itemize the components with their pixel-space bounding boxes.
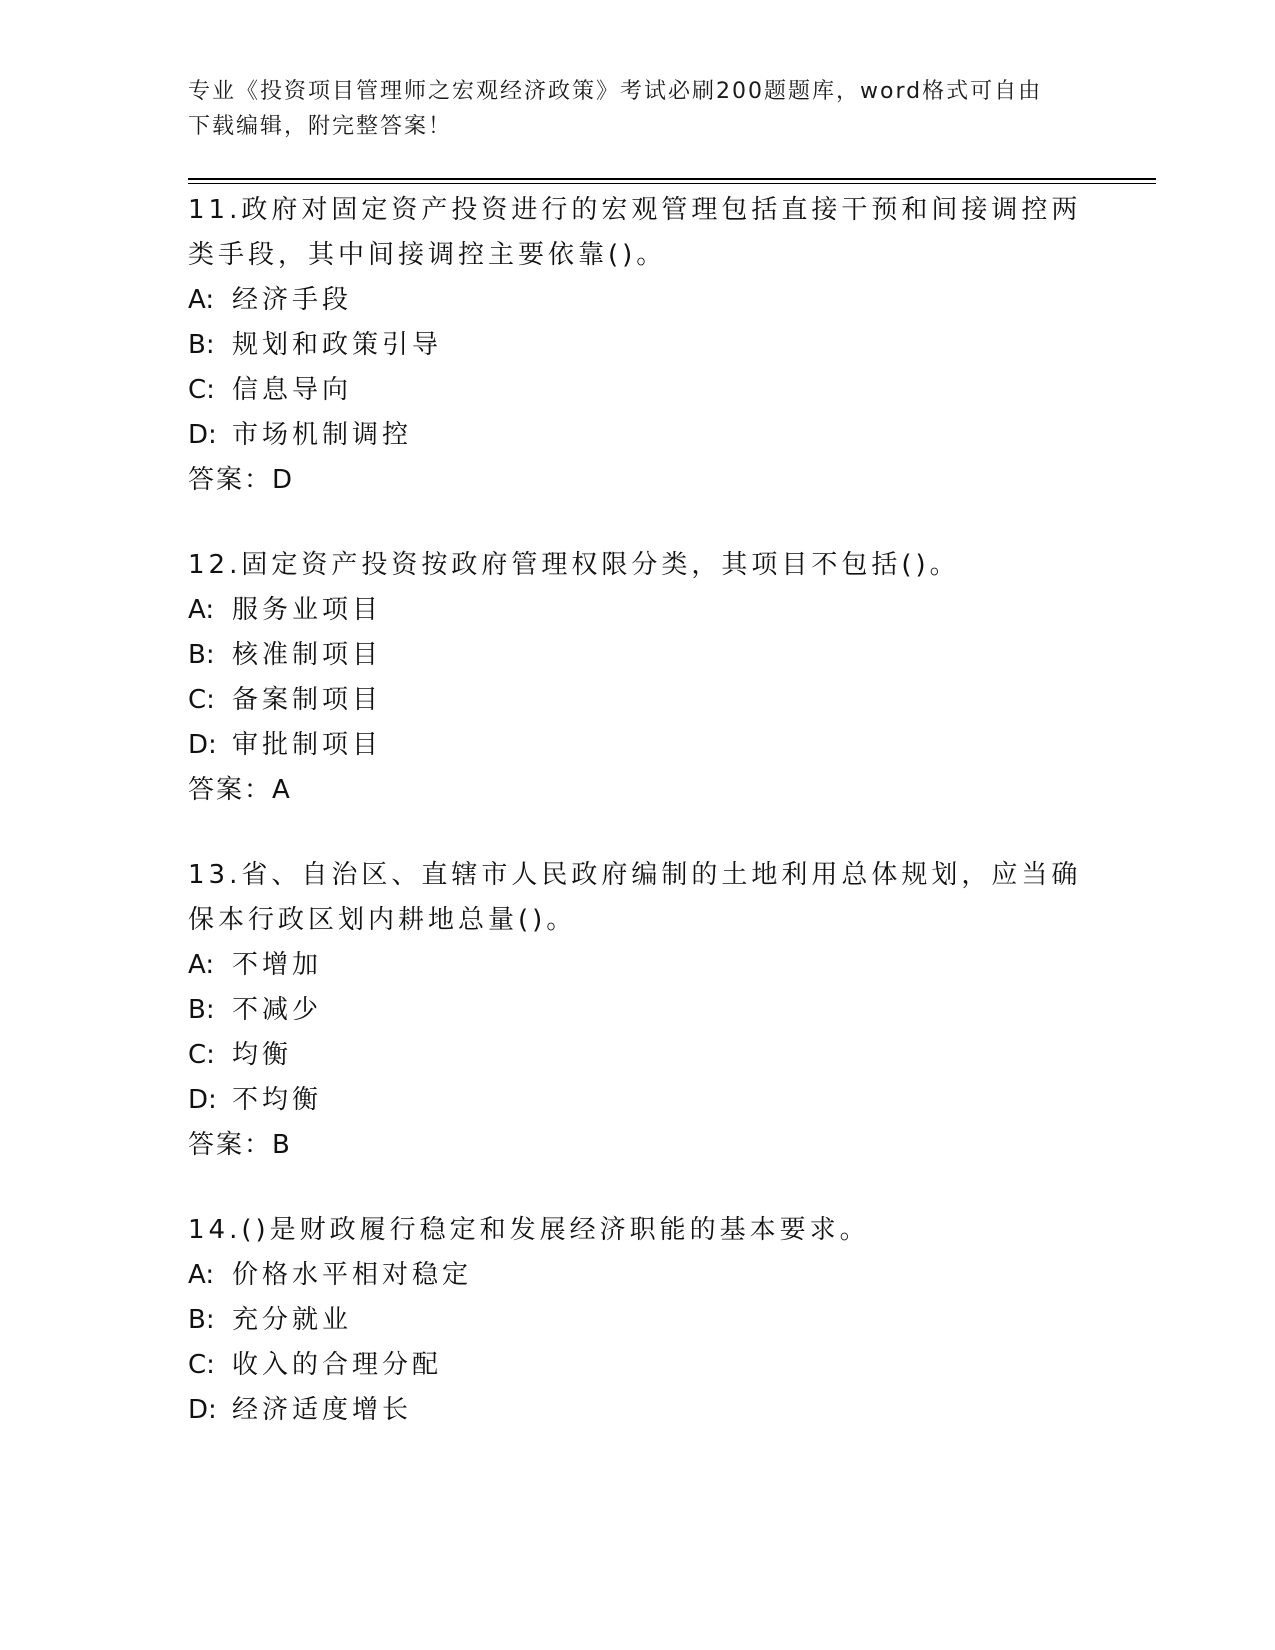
header-divider-thin [188, 183, 1156, 184]
option-text: 服务业项目 [232, 595, 383, 625]
option-letter: D: [188, 730, 217, 760]
question-stem: 13.省、自治区、直辖市人民政府编制的土地利用总体规划，应当确保本行政区划内耕地总量()。 [188, 860, 1082, 935]
option-letter: A: [188, 1260, 215, 1290]
option-letter: B: [188, 330, 215, 360]
option-text: 核准制项目 [232, 640, 383, 670]
question-12 [188, 543, 1088, 813]
option-b [188, 323, 1088, 368]
option-letter: B: [188, 1305, 215, 1335]
option-letter: A: [188, 285, 215, 315]
option-letter: C: [188, 685, 215, 715]
option-d [188, 1078, 1088, 1123]
option-text: 不增加 [232, 950, 323, 980]
question-list [188, 188, 1088, 1473]
option-letter: A: [188, 595, 215, 625]
option-letter: C: [188, 1350, 215, 1380]
option-text: 经济适度增长 [232, 1395, 413, 1425]
answer-line: 答案：D [188, 465, 295, 495]
option-d [188, 413, 1088, 458]
header-line-2: 下载编辑，附完整答案！ [188, 114, 453, 139]
option-c [188, 1343, 1088, 1388]
header-line-1: 专业《投资项目管理师之宏观经济政策》考试必刷200题题库，word格式可自由 [188, 79, 1043, 104]
option-text: 审批制项目 [232, 730, 383, 760]
answer-line: 答案：B [188, 1130, 292, 1160]
option-text: 收入的合理分配 [232, 1350, 443, 1380]
option-a [188, 943, 1088, 988]
answer-line: 答案：A [188, 775, 292, 805]
option-text: 价格水平相对稳定 [232, 1260, 473, 1290]
option-b [188, 1298, 1088, 1343]
option-c [188, 368, 1088, 413]
question-stem: 11.政府对固定资产投资进行的宏观管理包括直接干预和间接调控两类手段，其中间接调控主要依靠()。 [188, 195, 1082, 270]
option-text: 充分就业 [232, 1305, 353, 1335]
option-b [188, 988, 1088, 1033]
question-14 [188, 1208, 1088, 1433]
option-a [188, 1253, 1088, 1298]
document-header [188, 74, 1088, 144]
option-text: 市场机制调控 [232, 420, 413, 450]
option-a [188, 588, 1088, 633]
question-11 [188, 188, 1088, 503]
option-text: 备案制项目 [232, 685, 383, 715]
option-letter: D: [188, 1085, 217, 1115]
option-text: 规划和政策引导 [232, 330, 443, 360]
option-letter: D: [188, 1395, 217, 1425]
option-text: 经济手段 [232, 285, 353, 315]
option-text: 不减少 [232, 995, 323, 1025]
question-13 [188, 853, 1088, 1168]
question-stem: 14.()是财政履行稳定和发展经济职能的基本要求。 [188, 1215, 870, 1245]
option-letter: A: [188, 950, 215, 980]
option-text: 均衡 [232, 1040, 293, 1070]
option-letter: C: [188, 1040, 215, 1070]
option-c [188, 1033, 1088, 1078]
question-stem: 12.固定资产投资按政府管理权限分类，其项目不包括()。 [188, 550, 960, 580]
option-letter: B: [188, 640, 215, 670]
option-text: 不均衡 [232, 1085, 323, 1115]
option-a [188, 278, 1088, 323]
option-c [188, 678, 1088, 723]
option-letter: B: [188, 995, 215, 1025]
header-divider-thick [188, 178, 1156, 180]
option-b [188, 633, 1088, 678]
option-d [188, 1388, 1088, 1433]
option-letter: C: [188, 375, 215, 405]
option-d [188, 723, 1088, 768]
option-text: 信息导向 [232, 375, 353, 405]
option-letter: D: [188, 420, 217, 450]
